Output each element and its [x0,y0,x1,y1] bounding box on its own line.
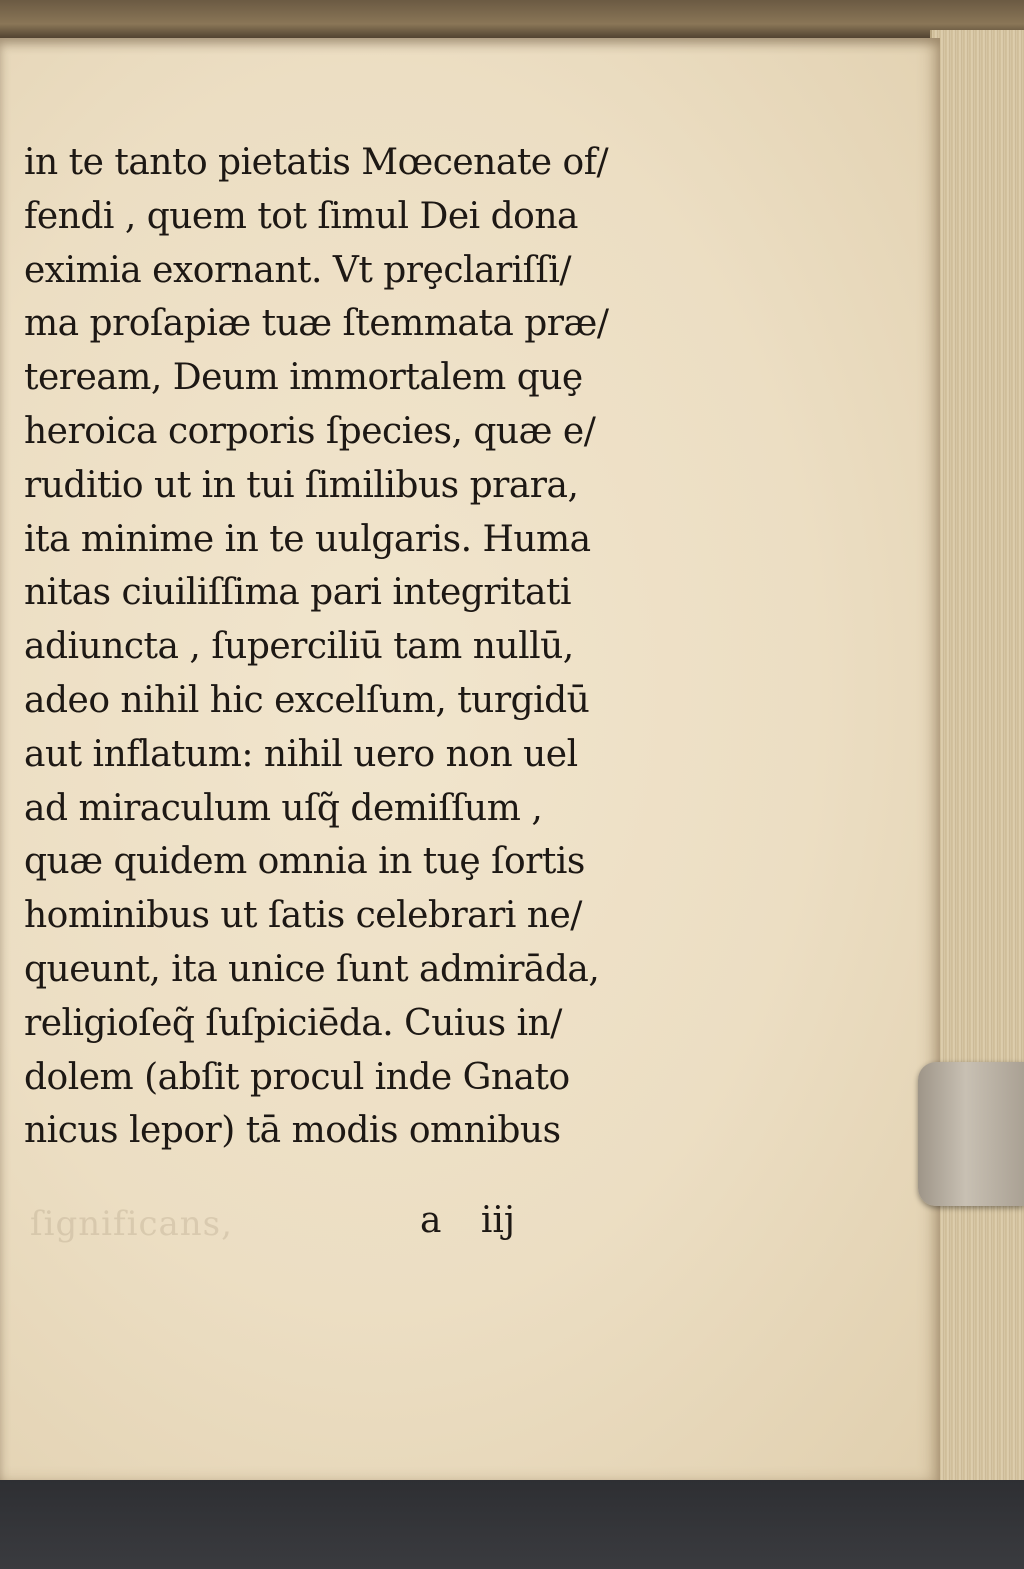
signature-mark: a iij [420,1200,516,1241]
text-line: heroica corporis ſpecies, quæ e/ [24,410,596,452]
text-line: dolem (abſit procul inde Gnato [24,1056,570,1098]
text-line: hominibus ut ſatis celebrari ne/ [24,895,582,937]
text-line: in te tanto pietatis Mœcenate of/ [24,142,609,183]
text-line: ma proſapiæ tuæ ſtemmata præ/ [24,303,609,345]
text-line: fendi , quem tot ſimul Dei dona [24,195,578,237]
text-line: teream, Deum immortalem quȩ [24,357,583,399]
text-line: ad miraculum uſq̃ demiſſum , [24,787,543,829]
text-line: adeo nihil hic excelſum, turgidū [24,679,590,721]
book-cover-bottom [0,1480,1024,1569]
text-line: ita minime in te uulgaris. Huma [24,518,591,560]
book-cover-top [0,0,1024,40]
text-line: nicus lepor) tā modis omnibus [24,1110,561,1152]
text-line: eximia exornant. Vt prȩclariſſi/ [24,249,571,291]
book-page [0,38,940,1482]
text-line: ruditio ut in tui ſimilibus prara, [24,464,579,506]
text-line: religioſeq̃ ſuſpiciēda. Cuius in/ [24,1002,562,1044]
page-clip [918,1062,1024,1206]
text-line: quæ quidem omnia in tuȩ ſortis [24,841,585,883]
text-line: adiuncta , ſuperciliū tam nullū, [24,626,574,668]
bleed-through-text: ſignificans, [30,1204,233,1244]
text-block [24,136,644,1158]
text-line: queunt, ita unice ſunt admirāda, [24,948,600,990]
page-edges [930,30,1024,1490]
text-line: aut inflatum: nihil uero non uel [24,733,578,775]
text-line: nitas ciuiliſſima pari integritati [24,572,571,614]
